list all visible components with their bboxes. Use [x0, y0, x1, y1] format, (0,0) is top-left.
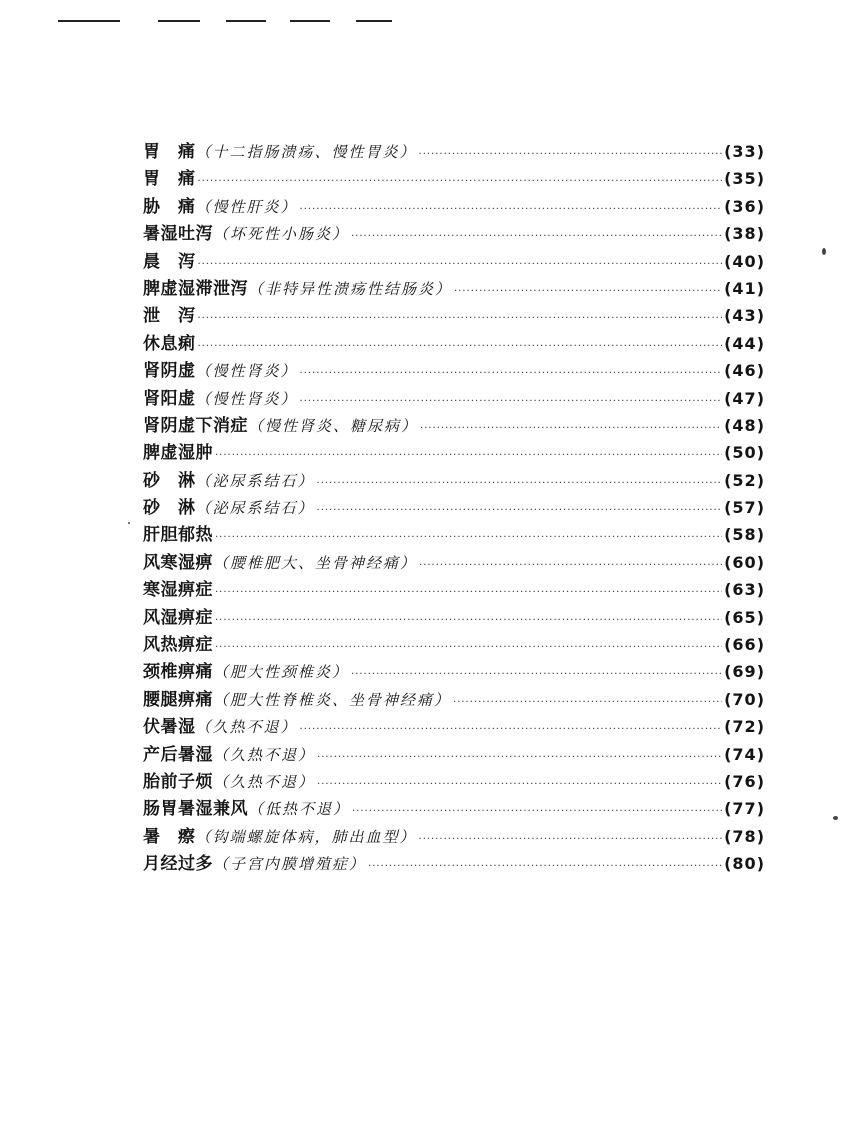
toc-entry-main: 暑 瘵 [143, 826, 196, 847]
toc-entry-main: 伏暑湿 [143, 717, 196, 738]
scan-speck [822, 248, 826, 255]
header-rule [58, 20, 120, 22]
toc-entry-title [143, 768, 315, 796]
toc-leader-dots [300, 196, 723, 223]
toc-entry [143, 658, 765, 685]
toc-leader-dots [317, 771, 722, 798]
toc-entry-note: （慢性肾炎） [195, 389, 298, 408]
toc-leader-dots [419, 141, 723, 168]
toc-leader-dots [351, 661, 722, 688]
toc-entry [143, 165, 765, 192]
toc-entry-title [143, 385, 298, 413]
toc-entry-note: （坏死性小肠炎） [213, 225, 350, 244]
toc-entry-title [143, 412, 418, 440]
toc-leader-dots [215, 634, 722, 661]
toc-entry-note: （久热不退） [213, 745, 316, 764]
toc-entry [143, 385, 765, 412]
scan-speck [833, 816, 838, 820]
toc-entry-main: 休息痢 [143, 333, 196, 354]
toc-leader-dots [215, 579, 722, 606]
toc-leader-dots [453, 689, 722, 716]
toc-entry [143, 467, 765, 494]
header-rule [226, 20, 266, 22]
toc-entry [143, 248, 765, 275]
toc-entry-main: 风热痹症 [143, 635, 213, 656]
toc-entry [143, 549, 765, 576]
toc-entry [143, 439, 765, 466]
toc-entry-page: (52) [724, 470, 765, 490]
toc-entry-page: (78) [724, 826, 765, 846]
toc-leader-dots [198, 168, 723, 195]
header-rule [158, 20, 200, 22]
toc-entry-page: (60) [724, 552, 765, 572]
toc-entry-title [143, 138, 417, 166]
toc-entry-title [143, 248, 196, 276]
toc-leader-dots [198, 333, 723, 360]
toc-entry-note: （钩端螺旋体病，肺出血型） [195, 827, 417, 846]
toc-entry-page: (80) [724, 854, 765, 874]
toc-leader-dots [215, 607, 722, 634]
toc-entry-main: 胁 痛 [143, 196, 196, 217]
toc-leader-dots [300, 716, 723, 743]
toc-entry-page: (44) [724, 333, 765, 353]
toc-entry-main: 脾虚湿肿 [143, 443, 213, 464]
header-rule [356, 20, 392, 22]
toc-entry-page: (48) [724, 415, 765, 435]
toc-entry-title [143, 275, 452, 303]
toc-entry [143, 220, 765, 247]
toc-entry-title [143, 494, 315, 522]
toc-entry-page: (65) [724, 607, 765, 627]
toc-entry [143, 302, 765, 329]
toc-entry-title [143, 823, 417, 851]
toc-entry-note: （非特异性溃疡性结肠炎） [248, 279, 453, 298]
toc-entry-title [143, 631, 213, 659]
toc-entry-note: （久热不退） [213, 772, 316, 791]
toc-entry-page: (76) [724, 771, 765, 791]
toc-entry-main: 暑湿吐泻 [143, 224, 213, 245]
toc-entry [143, 275, 765, 302]
toc-entry-main: 风湿痹症 [143, 607, 213, 628]
scan-speck [128, 522, 130, 524]
toc-entry-page: (41) [724, 278, 765, 298]
toc-entry-title [143, 439, 213, 467]
toc-leader-dots [317, 744, 722, 771]
toc-entry [143, 357, 765, 384]
toc-leader-dots [368, 853, 722, 880]
toc-entry-page: (36) [724, 196, 765, 216]
toc-entry-note: （肥大性颈椎炎） [213, 663, 350, 682]
toc-entry-title [143, 357, 298, 385]
toc-entry-title [143, 741, 315, 769]
toc-entry-page: (35) [724, 169, 765, 189]
toc-leader-dots [317, 497, 723, 524]
toc-entry-note: （腰椎肥大、坐骨神经痛） [213, 553, 418, 572]
toc-entry-note: （慢性肾炎、糖尿病） [248, 416, 419, 435]
toc-entry [143, 713, 765, 740]
toc-entry [143, 850, 765, 877]
toc-entry-main: 砂 淋 [143, 498, 196, 519]
toc-leader-dots [454, 278, 722, 305]
toc-entry-title [143, 549, 417, 577]
toc-leader-dots [215, 524, 722, 551]
toc-entry-title [143, 302, 196, 330]
toc-entry-title [143, 330, 196, 358]
toc-entry-page: (33) [724, 142, 765, 161]
toc-entry-title [143, 658, 349, 686]
toc-entry-page: (70) [724, 689, 765, 709]
toc-entry [143, 412, 765, 439]
toc-entry-main: 晨 泻 [143, 251, 196, 272]
header-rule [290, 20, 330, 22]
toc-entry-title [143, 220, 349, 248]
toc-entry-title [143, 193, 298, 221]
toc-entry-page: (43) [724, 306, 765, 326]
toc-entry-main: 寒湿痹症 [143, 580, 213, 601]
toc-entry-main: 风寒湿痹 [143, 552, 213, 573]
toc-entry-title [143, 604, 213, 632]
toc-entry-main: 肾阴虚下消症 [143, 415, 248, 436]
toc-entry-main: 肾阳虚 [143, 388, 196, 409]
toc-leader-dots [300, 388, 723, 415]
toc-leader-dots [317, 470, 723, 497]
toc-entry [143, 686, 765, 713]
toc-entry [143, 193, 765, 220]
toc-leader-dots [215, 442, 722, 469]
toc-entry-note: （泌尿系结石） [195, 471, 315, 490]
toc-entry-main: 肾阴虚 [143, 361, 196, 382]
toc-entry-note: （低热不退） [248, 800, 351, 819]
toc-entry [143, 330, 765, 357]
toc-entry-page: (47) [724, 388, 765, 408]
toc-entry [143, 138, 765, 165]
toc-entry-page: (66) [724, 635, 765, 655]
toc-leader-dots [419, 826, 723, 853]
toc-entry-main: 肠胃暑湿兼风 [143, 799, 248, 820]
table-of-contents [143, 138, 765, 878]
toc-entry-main: 月经过多 [143, 854, 213, 875]
toc-entry-title [143, 576, 213, 604]
header-rules [58, 20, 398, 26]
toc-leader-dots [198, 251, 723, 278]
toc-entry-page: (77) [724, 799, 765, 819]
toc-entry-page: (57) [724, 498, 765, 518]
toc-entry-note: （久热不退） [195, 718, 298, 737]
toc-entry-title [143, 713, 298, 741]
toc-leader-dots [420, 415, 722, 442]
toc-entry-note: （肥大性脊椎炎、坐骨神经痛） [213, 690, 452, 709]
toc-entry [143, 768, 765, 795]
toc-entry-page: (50) [724, 443, 765, 463]
toc-entry-main: 胎前子烦 [143, 771, 213, 792]
toc-entry-title [143, 521, 213, 549]
toc-entry [143, 576, 765, 603]
toc-entry-title [143, 850, 366, 878]
toc-entry-main: 颈椎痹痛 [143, 662, 213, 683]
toc-leader-dots [419, 552, 722, 579]
toc-entry-page: (72) [724, 717, 765, 737]
toc-entry [143, 521, 765, 548]
toc-entry [143, 604, 765, 631]
toc-entry-main: 腰腿痹痛 [143, 689, 213, 710]
toc-entry-title [143, 686, 451, 714]
toc-leader-dots [198, 305, 723, 332]
toc-entry-note: （慢性肾炎） [195, 362, 298, 381]
toc-entry-note: （十二指肠溃疡、慢性胃炎） [195, 143, 417, 161]
toc-entry-main: 脾虚湿滞泄泻 [143, 278, 248, 299]
toc-leader-dots [351, 223, 722, 250]
toc-entry-note: （子宫内膜增殖症） [213, 855, 367, 874]
toc-entry [143, 795, 765, 822]
toc-entry-main: 肝胆郁热 [143, 525, 213, 546]
toc-leader-dots [300, 360, 723, 387]
toc-entry-title [143, 795, 350, 823]
toc-entry-note: （慢性肝炎） [195, 197, 298, 216]
toc-leader-dots [352, 798, 722, 825]
toc-entry [143, 823, 765, 850]
toc-entry-page: (46) [724, 361, 765, 381]
toc-entry-main: 胃 痛 [143, 142, 196, 162]
toc-entry-page: (63) [724, 580, 765, 600]
toc-entry-page: (40) [724, 251, 765, 271]
toc-entry-main: 胃 痛 [143, 169, 196, 190]
toc-entry-main: 产后暑湿 [143, 744, 213, 765]
toc-entry-main: 砂 淋 [143, 470, 196, 491]
toc-entry-page: (69) [724, 662, 765, 682]
toc-entry-page: (74) [724, 744, 765, 764]
toc-entry-note: （泌尿系结石） [195, 499, 315, 518]
toc-entry [143, 631, 765, 658]
toc-entry-page: (38) [724, 224, 765, 244]
toc-entry-title [143, 165, 196, 193]
toc-entry-page: (58) [724, 525, 765, 545]
toc-entry [143, 494, 765, 521]
toc-entry-main: 泄 泻 [143, 306, 196, 327]
toc-entry [143, 741, 765, 768]
toc-entry-title [143, 467, 315, 495]
